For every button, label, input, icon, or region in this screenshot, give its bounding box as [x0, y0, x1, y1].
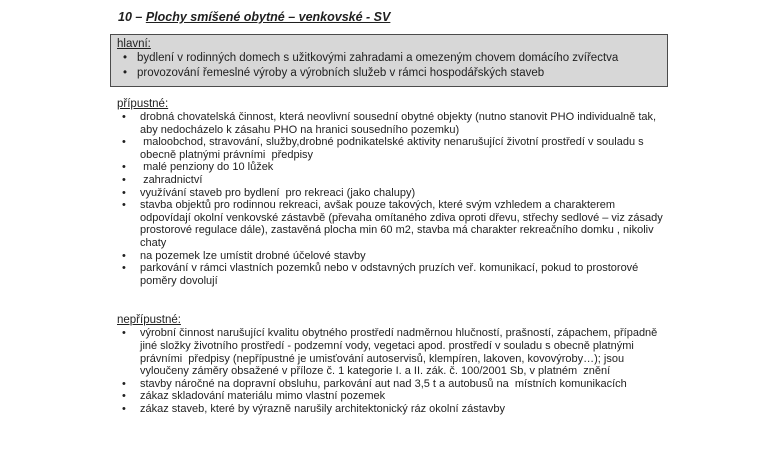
list-item	[110, 327, 668, 377]
list-item-text: malé penziony do 10 lůžek	[140, 161, 274, 174]
pripustne-list	[110, 111, 668, 287]
section-heading-nepripustne: nepřípustné:	[117, 314, 181, 327]
list-item	[117, 51, 661, 66]
list-item-text: drobná chovatelská činnost, která neovlivní sousední obytné objekty (nutno stanovit PHO individualně tak, aby nedocházelo k zásahu PHO na hranici sousedního pozemku)	[140, 111, 660, 136]
section-heading-pripustne: přípustné:	[117, 98, 169, 110]
bullet-icon: •	[122, 402, 126, 415]
bullet-icon: •	[122, 173, 126, 186]
list-item-text: maloobchod, stravování, služby,drobné podnikatelské aktivity nenarušující životní prostředí v souladu s obecně platnými právními předpisy	[140, 136, 647, 161]
bullet-icon: •	[122, 249, 126, 262]
list-item	[117, 66, 661, 81]
document-page	[110, 10, 668, 415]
list-item-text: zákaz staveb, které by výrazně narušily architektonický ráz okolní zástavby	[140, 402, 505, 415]
page-title	[118, 10, 668, 25]
bullet-icon: •	[122, 199, 126, 212]
title-number: 10 –	[118, 10, 146, 24]
bullet-icon: •	[122, 186, 126, 199]
list-item	[110, 262, 668, 287]
bullet-icon: •	[123, 52, 128, 64]
list-item-text: zahradnictví	[140, 173, 203, 186]
list-item	[110, 187, 668, 200]
list-item	[110, 111, 668, 136]
list-item	[110, 390, 668, 403]
hlavni-list	[117, 51, 661, 80]
list-item	[110, 403, 668, 416]
list-item-text: parkování v rámci vlastních pozemků nebo v odstavných pruzích veř. komunikací, pokud to prostorové poměry dovolují	[140, 262, 642, 287]
list-item-text: výrobní činnost narušující kvalitu obytného prostředí nadměrnou hlučností, prašností, zápachem, případně jiné složky životního prostředí - podzemní vody, vegetaci apod. prostředí v souladu s obecně platnými právními předpisy (nepřípustné je umisťování autoservisů, klempíren, lakoven, kovovýroby…); jsou vyloučeny záměry obsažené v příloze č. 1 kategorie I. a II. zák. č. 100/2001 Sb, v platném znění	[140, 327, 661, 378]
list-item	[110, 199, 668, 249]
list-item-text: využívání staveb pro bydlení pro rekreaci (jako chalupy)	[140, 186, 416, 199]
list-item-text: stavba objektů pro rodinnou rekreaci, avšak pouze takových, které svým vzhledem a charakterem odpovídají okolní venkovské zástavbě (převaha omítaného zdiva oproti dřevu, střechy sedlové – viz zásady prostorové regulace dále), zastavěná plocha min 60 m2, stavba má charakter rekreačního domku , nikoliv chaty	[140, 199, 666, 249]
bullet-icon: •	[122, 262, 126, 275]
bullet-icon: •	[122, 327, 126, 340]
list-item	[110, 174, 668, 187]
bullet-icon: •	[122, 390, 126, 403]
list-item-text: provozování řemeslné výroby a výrobních služeb v rámci hospodářských staveb	[137, 66, 545, 79]
nepripustne-list	[110, 327, 668, 415]
list-item-text: na pozemek lze umístit drobné účelové stavby	[140, 249, 366, 262]
list-item	[110, 378, 668, 391]
list-item-text: bydlení v rodinných domech s užitkovými zahradami a omezeným chovem domácího zvířectva	[137, 52, 619, 64]
bullet-icon: •	[122, 377, 126, 390]
bullet-icon: •	[122, 136, 126, 149]
list-item-text: zákaz skladování materiálu mimo vlastní pozemek	[140, 390, 386, 403]
bullet-icon: •	[123, 66, 128, 79]
section-box-hlavni	[110, 34, 668, 87]
list-item	[110, 136, 668, 161]
bullet-icon: •	[122, 161, 126, 174]
list-item	[110, 161, 668, 174]
list-item-text: stavby náročné na dopravní obsluhu, parkování aut nad 3,5 t a autobusů na místních komunikacích	[140, 377, 627, 390]
section-heading-hlavni: hlavní:	[117, 38, 151, 50]
bullet-icon: •	[122, 111, 126, 123]
title-text: Plochy smíšené obytné – venkovské - SV	[145, 10, 391, 24]
list-item	[110, 250, 668, 263]
